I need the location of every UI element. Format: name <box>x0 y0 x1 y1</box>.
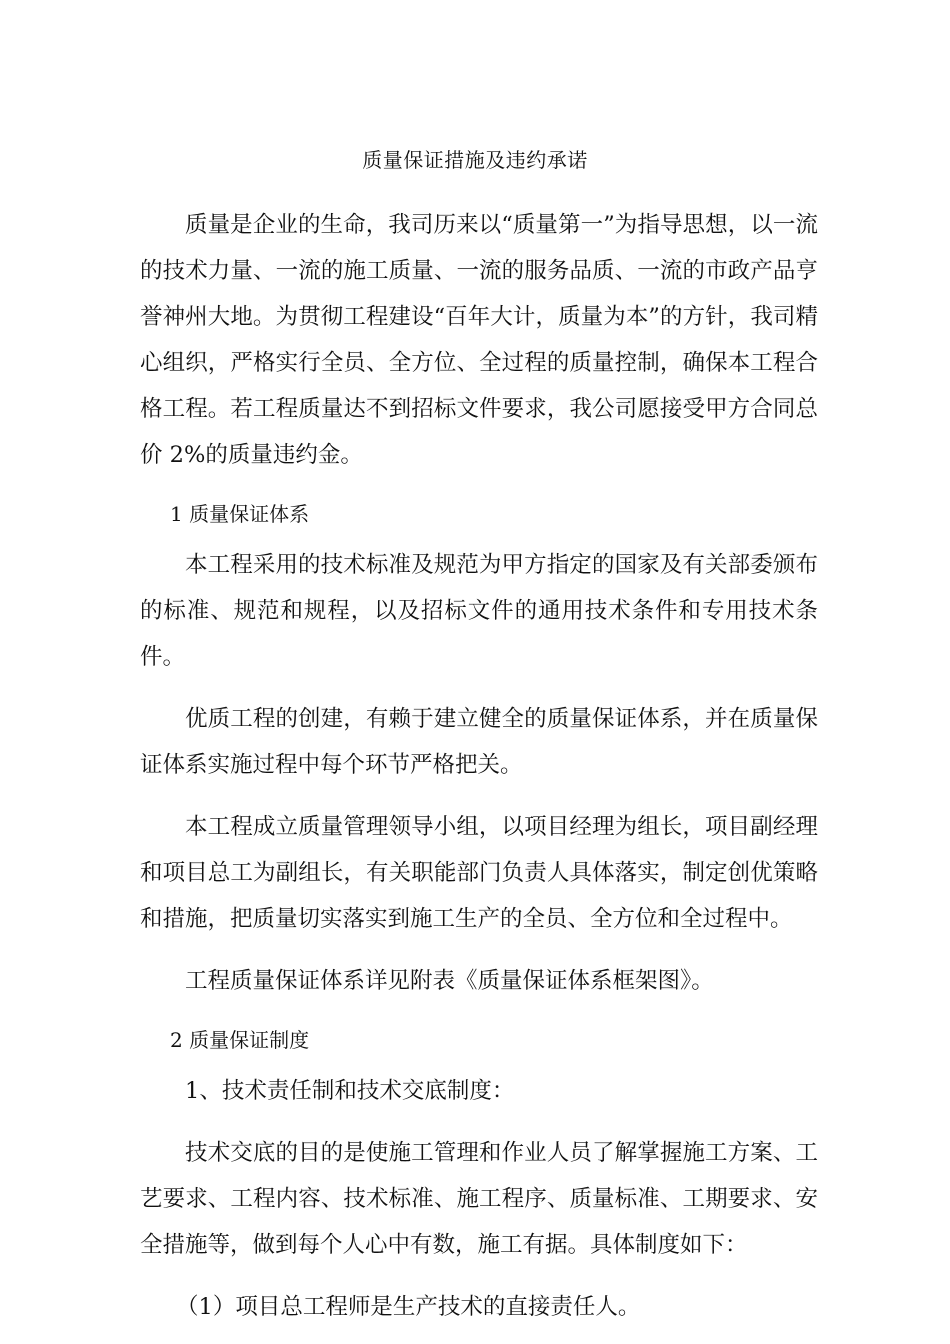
document-title: 质量保证措施及违约承诺 <box>362 148 588 172</box>
section-1-paragraph-3: 本工程成立质量管理领导小组，以项目经理为组长，项目副经理和项目总工为副组长，有关职能部门负责人具体落实，制定创优策略和措施，把质量切实落实到施工生产的全员、全方位和全过程中。 <box>140 814 818 932</box>
section-1-paragraph-1: 本工程采用的技术标准及规范为甲方指定的国家及有关部委颁布的标准、规范和规程，以及招标文件的通用技术条件和专用技术条件。 <box>140 552 818 670</box>
document-body <box>140 202 818 1330</box>
section-1-paragraph-4: 工程质量保证体系详见附表《质量保证体系框架图》。 <box>185 968 714 994</box>
intro-paragraph: 质量是企业的生命，我司历来以“质量第一”为指导思想，以一流的技术力量、一流的施工质量、一流的服务品质、一流的市政产品亨誉神州大地。为贯彻工程建设“百年大计，质量为本”的方针，我司精心组织，严格实行全员、全方位、全过程的质量控制，确保本工程合格工程。若工程质量达不到招标文件要求，我公司愿接受甲方合同总价 2%的质量违约金。 <box>140 212 818 468</box>
section-1-heading: 1 质量保证体系 <box>170 502 310 526</box>
section-2-item-1-title: 1、技术责任制和技术交底制度： <box>185 1078 515 1104</box>
section-2-sub-item-1: （1）项目总工程师是生产技术的直接责任人。 <box>176 1294 641 1320</box>
section-1-paragraph-2: 优质工程的创建，有赖于建立健全的质量保证体系，并在质量保证体系实施过程中每个环节严格把关。 <box>140 706 818 778</box>
section-2-item-1-paragraph: 技术交底的目的是使施工管理和作业人员了解掌握施工方案、工艺要求、工程内容、技术标准、施工程序、质量标准、工期要求、安全措施等，做到每个人心中有数，施工有据。具体制度如下： <box>140 1140 818 1258</box>
section-2-heading: 2 质量保证制度 <box>170 1028 310 1052</box>
